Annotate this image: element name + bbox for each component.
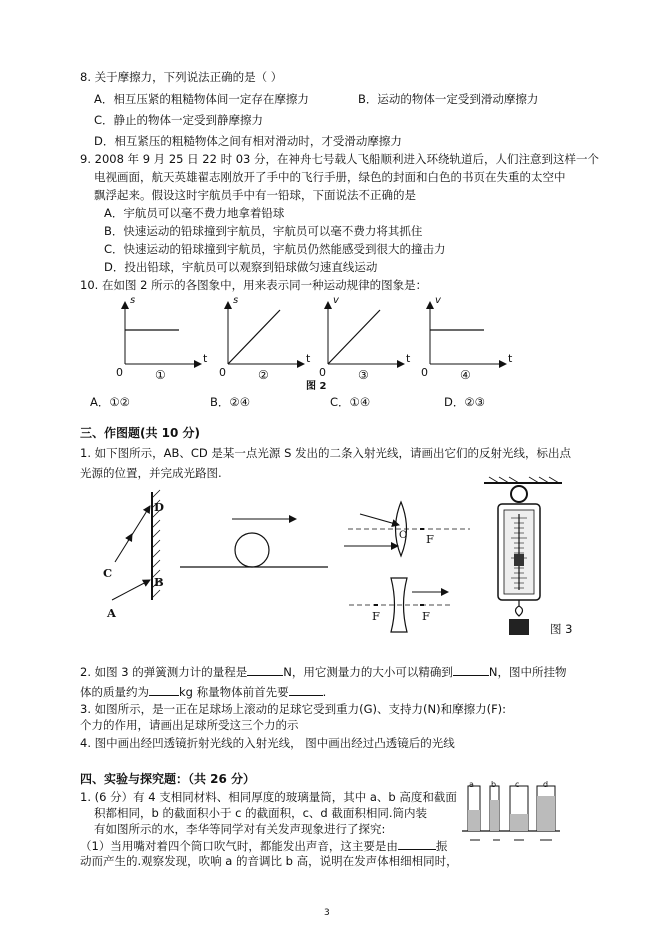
graph-y-label: s bbox=[130, 295, 136, 306]
concave-lens-figure bbox=[349, 578, 452, 632]
q9-option-a: A．宇航员可以毫不费力地拿着铅球 bbox=[104, 206, 285, 220]
label-d: D bbox=[154, 500, 164, 514]
graph-y-label: v bbox=[333, 295, 339, 306]
rolling-ball-figure bbox=[180, 519, 328, 567]
tubes-figure bbox=[462, 786, 560, 840]
q9-stem-line3: 飘浮起来。假设这时宇航员手中有一铅球，下面说法不正确的是 bbox=[94, 188, 416, 202]
q8-stem: 8. 关于摩擦力，下列说法正确的是（ ） bbox=[80, 70, 283, 84]
sec3-q2-part1: 2. 如图 3 的弹簧测力计的量程是 N，用它测量力的大小可以精确到 N，图中所挂物 bbox=[80, 665, 567, 679]
graph-origin-label: 0 bbox=[116, 366, 123, 379]
sec3-q1-line2: 光源的位置，并完成光路图. bbox=[80, 466, 222, 480]
tube-label-d: d bbox=[543, 780, 549, 789]
sec4-q1-line1: 1. (6 分）有 4 支相同材料、相同厚度的玻璃量筒，其中 a、b 高度和截面 bbox=[80, 790, 457, 804]
sec4-q1-line3: 有如图所示的水，李华等同学对有关发声现象进行了探究: bbox=[94, 822, 386, 836]
graph-y-label: s bbox=[233, 295, 239, 306]
blank-mass[interactable] bbox=[149, 684, 179, 696]
label-f-concave-left: F bbox=[372, 609, 380, 623]
motion-graphs bbox=[125, 302, 506, 364]
tube-label-b: b bbox=[491, 780, 497, 789]
q9-option-b: B．快速运动的铅球撞到宇航员，宇航员可以毫不费力将其抓住 bbox=[104, 224, 423, 238]
label-f-convex: F bbox=[426, 532, 434, 546]
graph-3 bbox=[328, 302, 404, 364]
q8-option-a: A．相互压紧的粗糙物体间一定存在摩擦力 bbox=[94, 92, 309, 106]
graph-2 bbox=[228, 302, 304, 364]
spring-scale-figure bbox=[484, 477, 562, 635]
label-c: C bbox=[103, 566, 113, 580]
q9-stem-line1: 9. 2008 年 9 月 25 日 22 时 03 分，在神舟七号载人飞船顺利进入环绕轨道后，人们注意到这样一个 bbox=[80, 152, 600, 166]
graph-4 bbox=[430, 302, 506, 364]
sec3-q3-line1: 3. 如图所示，是一正在足球场上滚动的足球它受到重力(G)、支持力(N)和摩擦力(F): bbox=[80, 702, 507, 716]
sec4-q1-line2: 积都相同，b 的截面积小于 c 的截面积，c、d 截面积相同.筒内装 bbox=[94, 806, 428, 820]
graph-y-label: v bbox=[435, 295, 441, 306]
graph-line-proportional bbox=[328, 310, 380, 364]
q8-option-d: D．相互紧压的粗糙物体之间有相对滑动时，才受滑动摩擦力 bbox=[94, 134, 402, 148]
sec4-q1-line4: （1）当用嘴对着四个筒口吹气时，都能发出声音，这主要是由 振 bbox=[80, 839, 448, 853]
graph-x-label: t bbox=[203, 352, 208, 365]
graph-number: ④ bbox=[460, 368, 471, 382]
graph-x-label: t bbox=[508, 352, 513, 365]
blank-vibration-source[interactable] bbox=[398, 838, 436, 850]
figure-2-caption: 图 2 bbox=[306, 381, 327, 392]
label-b: B bbox=[154, 575, 164, 589]
graph-origin-label: 0 bbox=[421, 366, 428, 379]
section-3-title: 三、作图题(共 10 分) bbox=[80, 426, 201, 440]
figure-3-caption: 图 3 bbox=[550, 622, 573, 636]
q8-option-c: C．静止的物体一定受到静摩擦力 bbox=[94, 113, 264, 127]
tube-label-a: a bbox=[469, 780, 474, 789]
sec4-q1-line5: 动而产生的.观察发现，吹响 a 的音调比 b 高，说明在发声体相细相同时， bbox=[80, 854, 458, 868]
blank-range[interactable] bbox=[247, 664, 283, 676]
sec3-q2-part2: 体的质量约为 kg 称量物体前首先要 . bbox=[80, 685, 327, 699]
sec3-q4: 4. 图中画出经凹透镜折射光线的入射光线， 图中画出经过凸透镜后的光线 bbox=[80, 736, 455, 750]
q9-stem-line2: 电视画面，航天英雄翟志刚放开了手中的飞行手册，绿色的封面和白色的书页在失重的太空中 bbox=[94, 170, 566, 184]
graph-origin-label: 0 bbox=[219, 366, 226, 379]
sec3-q3-line2: 个力的作用，请画出足球所受这三个力的示 bbox=[80, 718, 299, 732]
plane-mirror-figure bbox=[112, 490, 160, 600]
label-a: A bbox=[107, 606, 116, 620]
q10-option-c: C．①④ bbox=[330, 395, 371, 409]
q10-option-d: D．②③ bbox=[444, 395, 485, 409]
sec3-q1-line1: 1. 如下图所示，AB、CD 是某一点光源 S 发出的二条入射光线，请画出它们的反射光线，标出点 bbox=[80, 446, 572, 460]
q10-option-b: B．②④ bbox=[210, 395, 251, 409]
q10-stem: 10. 在如图 2 所示的各图象中，用来表示同一种运动规律的图象是： bbox=[80, 278, 428, 292]
graph-number: ① bbox=[155, 368, 166, 382]
graph-1 bbox=[125, 302, 201, 364]
q9-option-d: D．投出铅球，宇航员可以观察到铅球做匀速直线运动 bbox=[104, 260, 378, 274]
blank-before-weighing[interactable] bbox=[289, 684, 323, 696]
page-number: 3 bbox=[324, 908, 330, 918]
tube-label-c: c bbox=[515, 780, 520, 789]
graph-number: ② bbox=[258, 368, 269, 382]
blank-precision[interactable] bbox=[453, 664, 489, 676]
q10-option-a: A．①② bbox=[90, 395, 130, 409]
graph-origin-label: 0 bbox=[319, 366, 326, 379]
q8-option-b: B．运动的物体一定受到滑动摩擦力 bbox=[358, 92, 539, 106]
q9-option-c: C．快速运动的铅球撞到宇航员，宇航员仍然能感受到很大的撞击力 bbox=[104, 242, 446, 256]
section-4-title: 四、实验与探究题：（共 26 分） bbox=[80, 772, 256, 786]
graph-x-label: t bbox=[306, 352, 311, 365]
graph-line-proportional bbox=[228, 310, 280, 364]
graph-x-label: t bbox=[406, 352, 411, 365]
label-f-concave-right: F bbox=[422, 609, 430, 623]
label-o: O bbox=[399, 530, 408, 541]
graph-number: ③ bbox=[358, 368, 369, 382]
